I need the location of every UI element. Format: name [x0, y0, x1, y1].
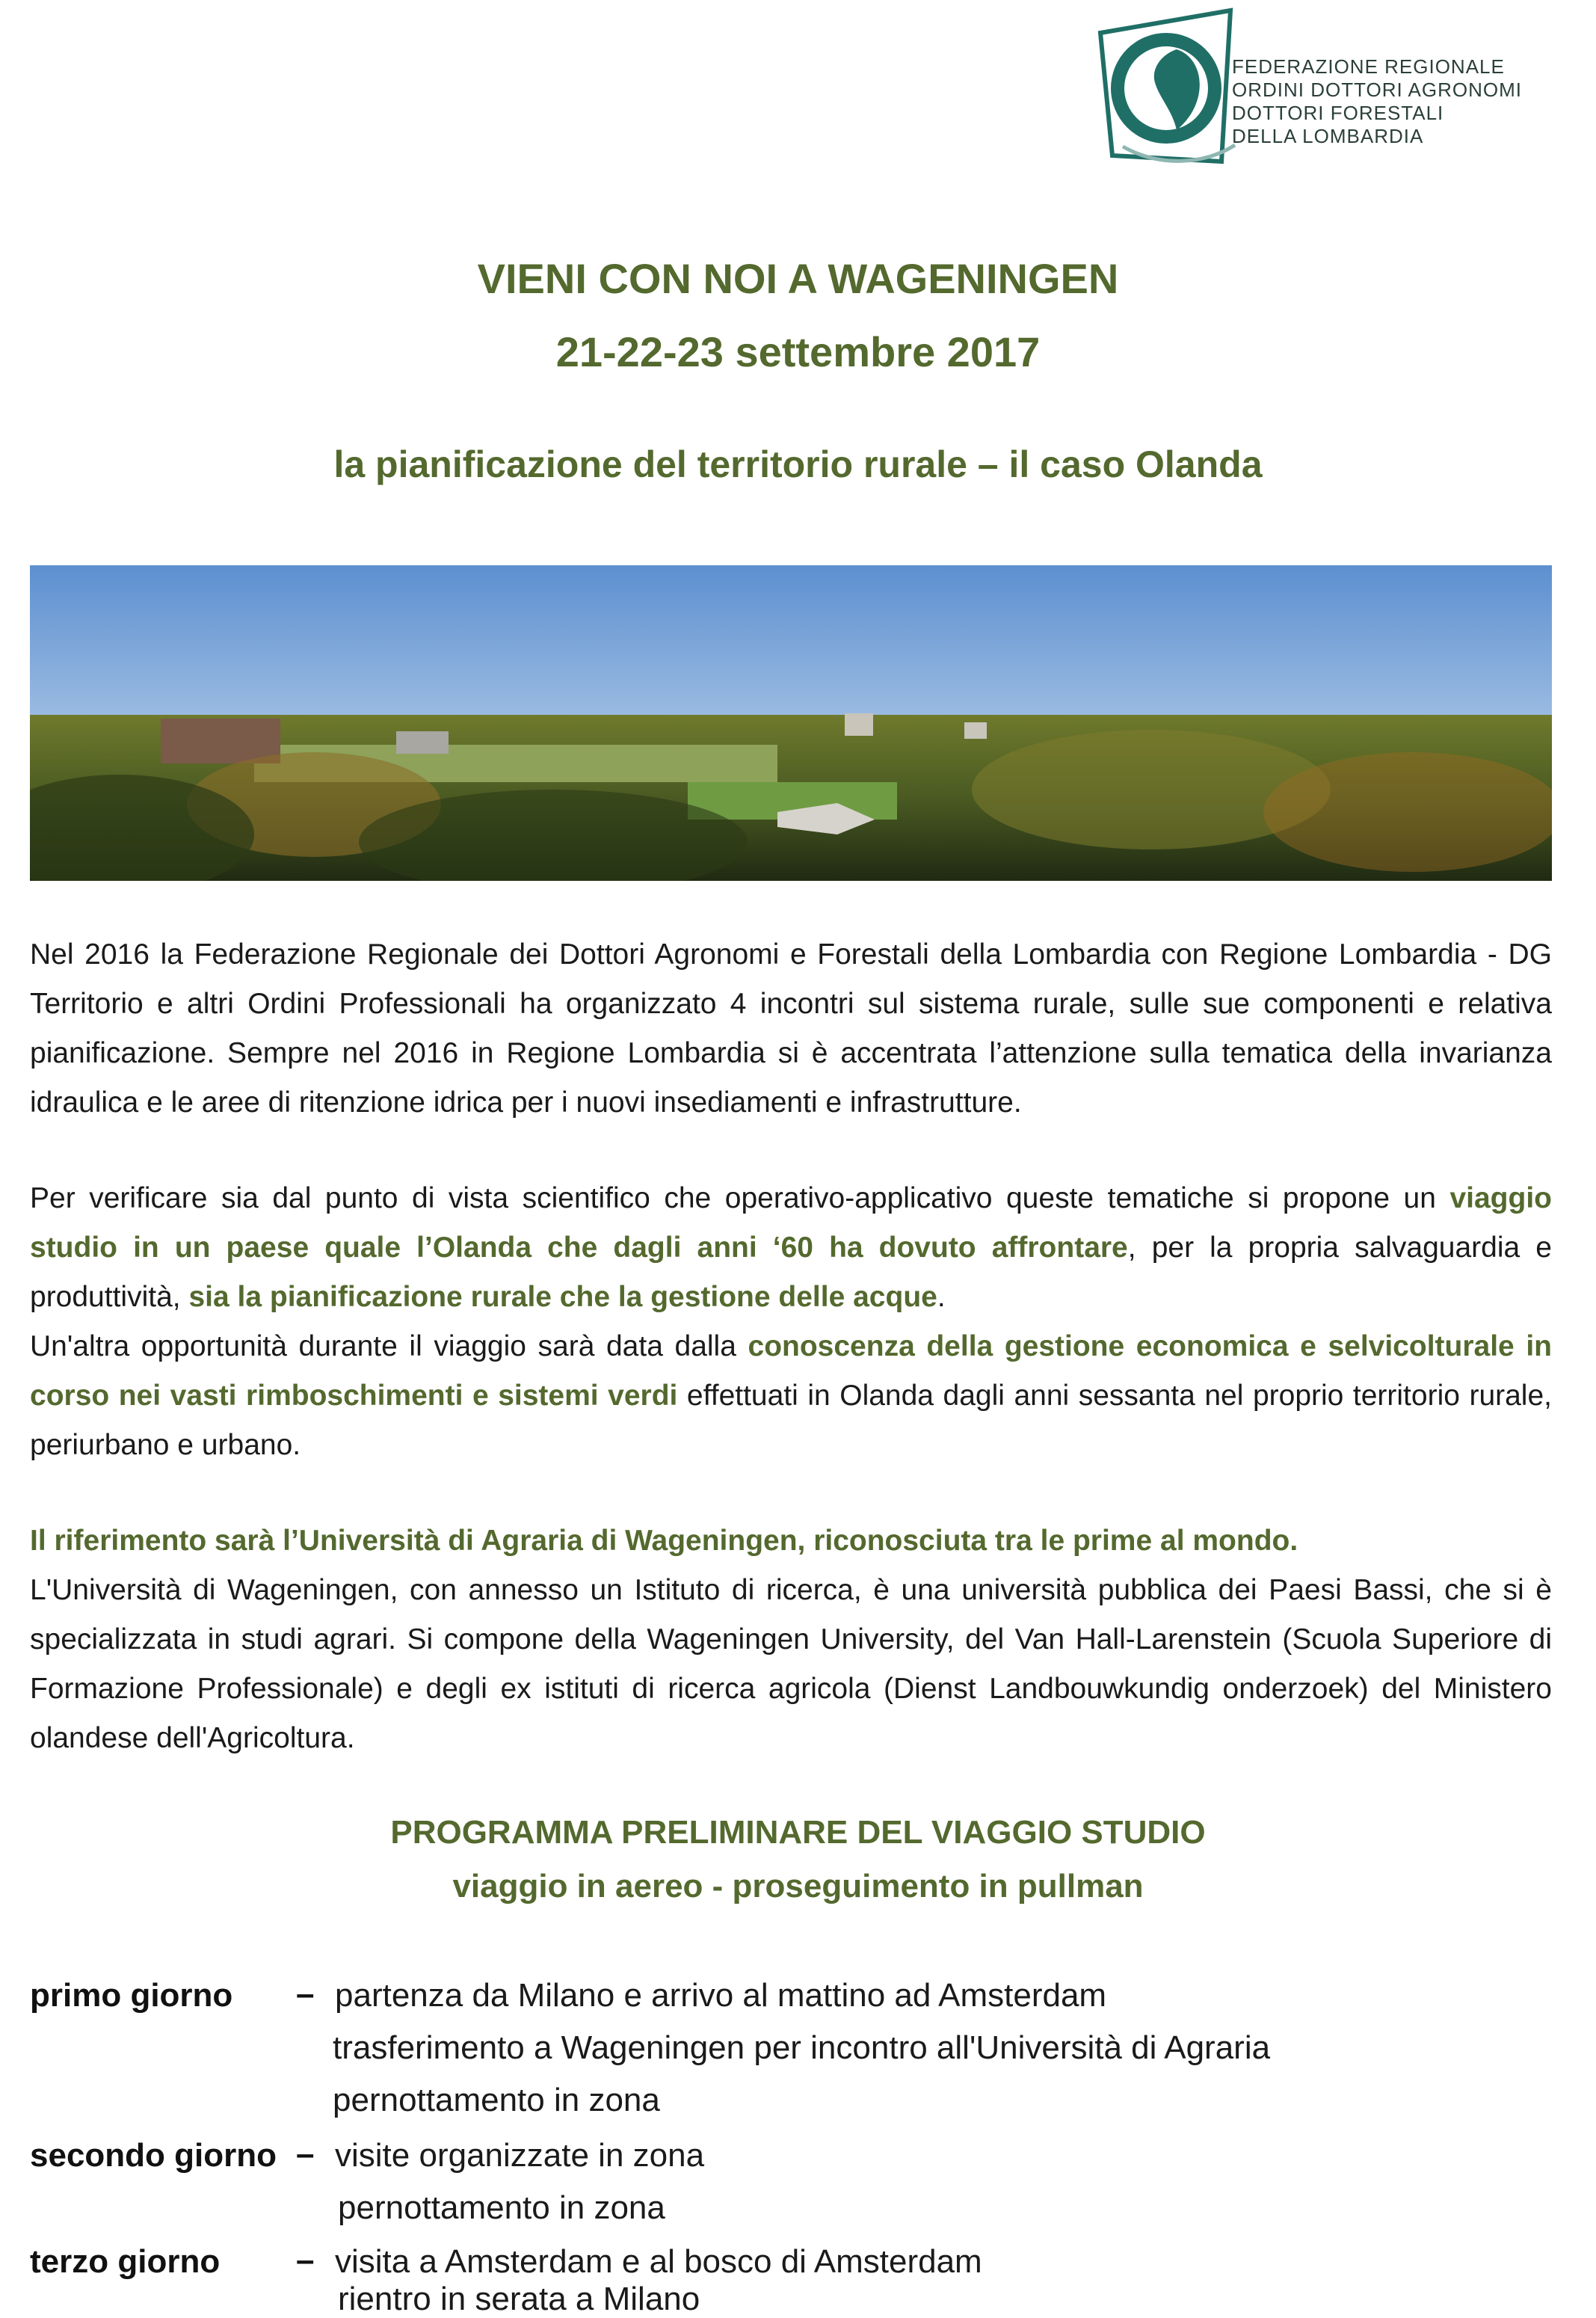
p3-text-b: L'Università di Wageningen, con annesso un Istituto di ricerca, è una università pubblica dei Paesi Bassi, che si è specializzata in studi agrari. Si compone della Wageningen University, del Van Hall-Larenstein (Scuola Superiore di Formazione Professionale) e degli ex istituti di ricerca agricola (Dienst Landbouwkundig onderzoek) del Ministero olandese dell'Agricoltura.	[30, 1574, 1552, 1754]
p2-text-a: Per verificare sia dal punto di vista scientifico che operativo-applicativo queste tematiche si propone un	[30, 1182, 1450, 1214]
day-label-2: secondo giorno	[30, 2137, 277, 2174]
logo-line-4: DELLA LOMBARDIA	[1232, 125, 1424, 147]
p2-highlight-study-trip: viaggio studio in un paese quale l’Olanda che dagli anni ‘60 ha dovuto affrontare	[30, 1182, 1552, 1264]
day-dash-3: –	[296, 2242, 315, 2278]
federation-logo	[1093, 4, 1556, 170]
p3-highlight-university: Il riferimento sarà l’Università di Agraria di Wageningen, riconosciuta tra le prime al mondo.	[30, 1525, 1298, 1557]
logo-text	[1232, 55, 1522, 148]
page-title: VIENI CON NOI A WAGENINGEN	[477, 255, 1119, 302]
logo-line-3: DOTTORI FORESTALI	[1232, 102, 1444, 124]
day-dash-2: –	[296, 2136, 315, 2172]
panorama-photo	[30, 565, 1552, 881]
p2-highlight-forestry: conoscenza della gestione economica e selvicolturale in corso nei vasti rimboschimenti e sistemi verdi	[30, 1330, 1552, 1412]
day-dash-1: –	[296, 1976, 315, 2012]
p2-highlight-planning: sia la pianificazione rurale che la gestione delle acque	[188, 1281, 937, 1313]
p2-text-c: , per la propria salvaguardia e produttività,	[30, 1232, 1552, 1313]
day-1-item-3: pernottamento in zona	[333, 2082, 660, 2118]
day-3-item-1: visita a Amsterdam e al bosco di Amsterdam	[335, 2243, 982, 2280]
day-3-item-2: rientro in serata a Milano	[338, 2281, 700, 2317]
intro-paragraph-2	[30, 1174, 1552, 1470]
logo-line-1: FEDERAZIONE REGIONALE	[1232, 55, 1505, 78]
p2-text-h: effettuati in Olanda dagli anni sessanta nel proprio territorio rurale, periurbano e urbano.	[30, 1380, 1553, 1461]
day-2-item-2: pernottamento in zona	[338, 2189, 665, 2226]
program-subtitle: viaggio in aereo - proseguimento in pullman	[452, 1868, 1144, 1904]
leaf-emblem-icon	[1093, 4, 1242, 170]
intro-paragraph-3	[30, 1516, 1552, 1763]
day-1-item-2: trasferimento a Wageningen per incontro all'Università di Agraria	[333, 2029, 1271, 2066]
day-label-1: primo giorno	[30, 1977, 233, 2014]
day-1-item-1: partenza da Milano e arrivo al mattino ad Amsterdam	[335, 1977, 1107, 2014]
logo-line-2: ORDINI DOTTORI AGRONOMI	[1232, 79, 1522, 101]
day-2-item-1: visite organizzate in zona	[335, 2137, 705, 2174]
p2-text-f: Un'altra opportunità durante il viaggio sarà data dalla	[30, 1330, 748, 1362]
program-title: PROGRAMMA PRELIMINARE DEL VIAGGIO STUDIO	[390, 1814, 1206, 1851]
p2-text-e: .	[937, 1281, 946, 1313]
day-label-3: terzo giorno	[30, 2243, 221, 2280]
event-dates: 21-22-23 settembre 2017	[555, 328, 1041, 375]
intro-paragraph-1: Nel 2016 la Federazione Regionale dei Dottori Agronomi e Forestali della Lombardia con Regione Lombardia - DG Territorio e altri Ordini Professionali ha organizzato 4 incontri sul sistema rurale, sulle sue componenti e relativa pianificazione. Sempre nel 2016 in Regione Lombardia si è accentrata l’attenzione sulla tematica della invarianza idraulica e le aree di ritenzione idrica per i nuovi insediamenti e infrastrutture.	[30, 938, 1552, 1119]
page-subtitle: la pianificazione del territorio rurale – il caso Olanda	[333, 443, 1263, 485]
